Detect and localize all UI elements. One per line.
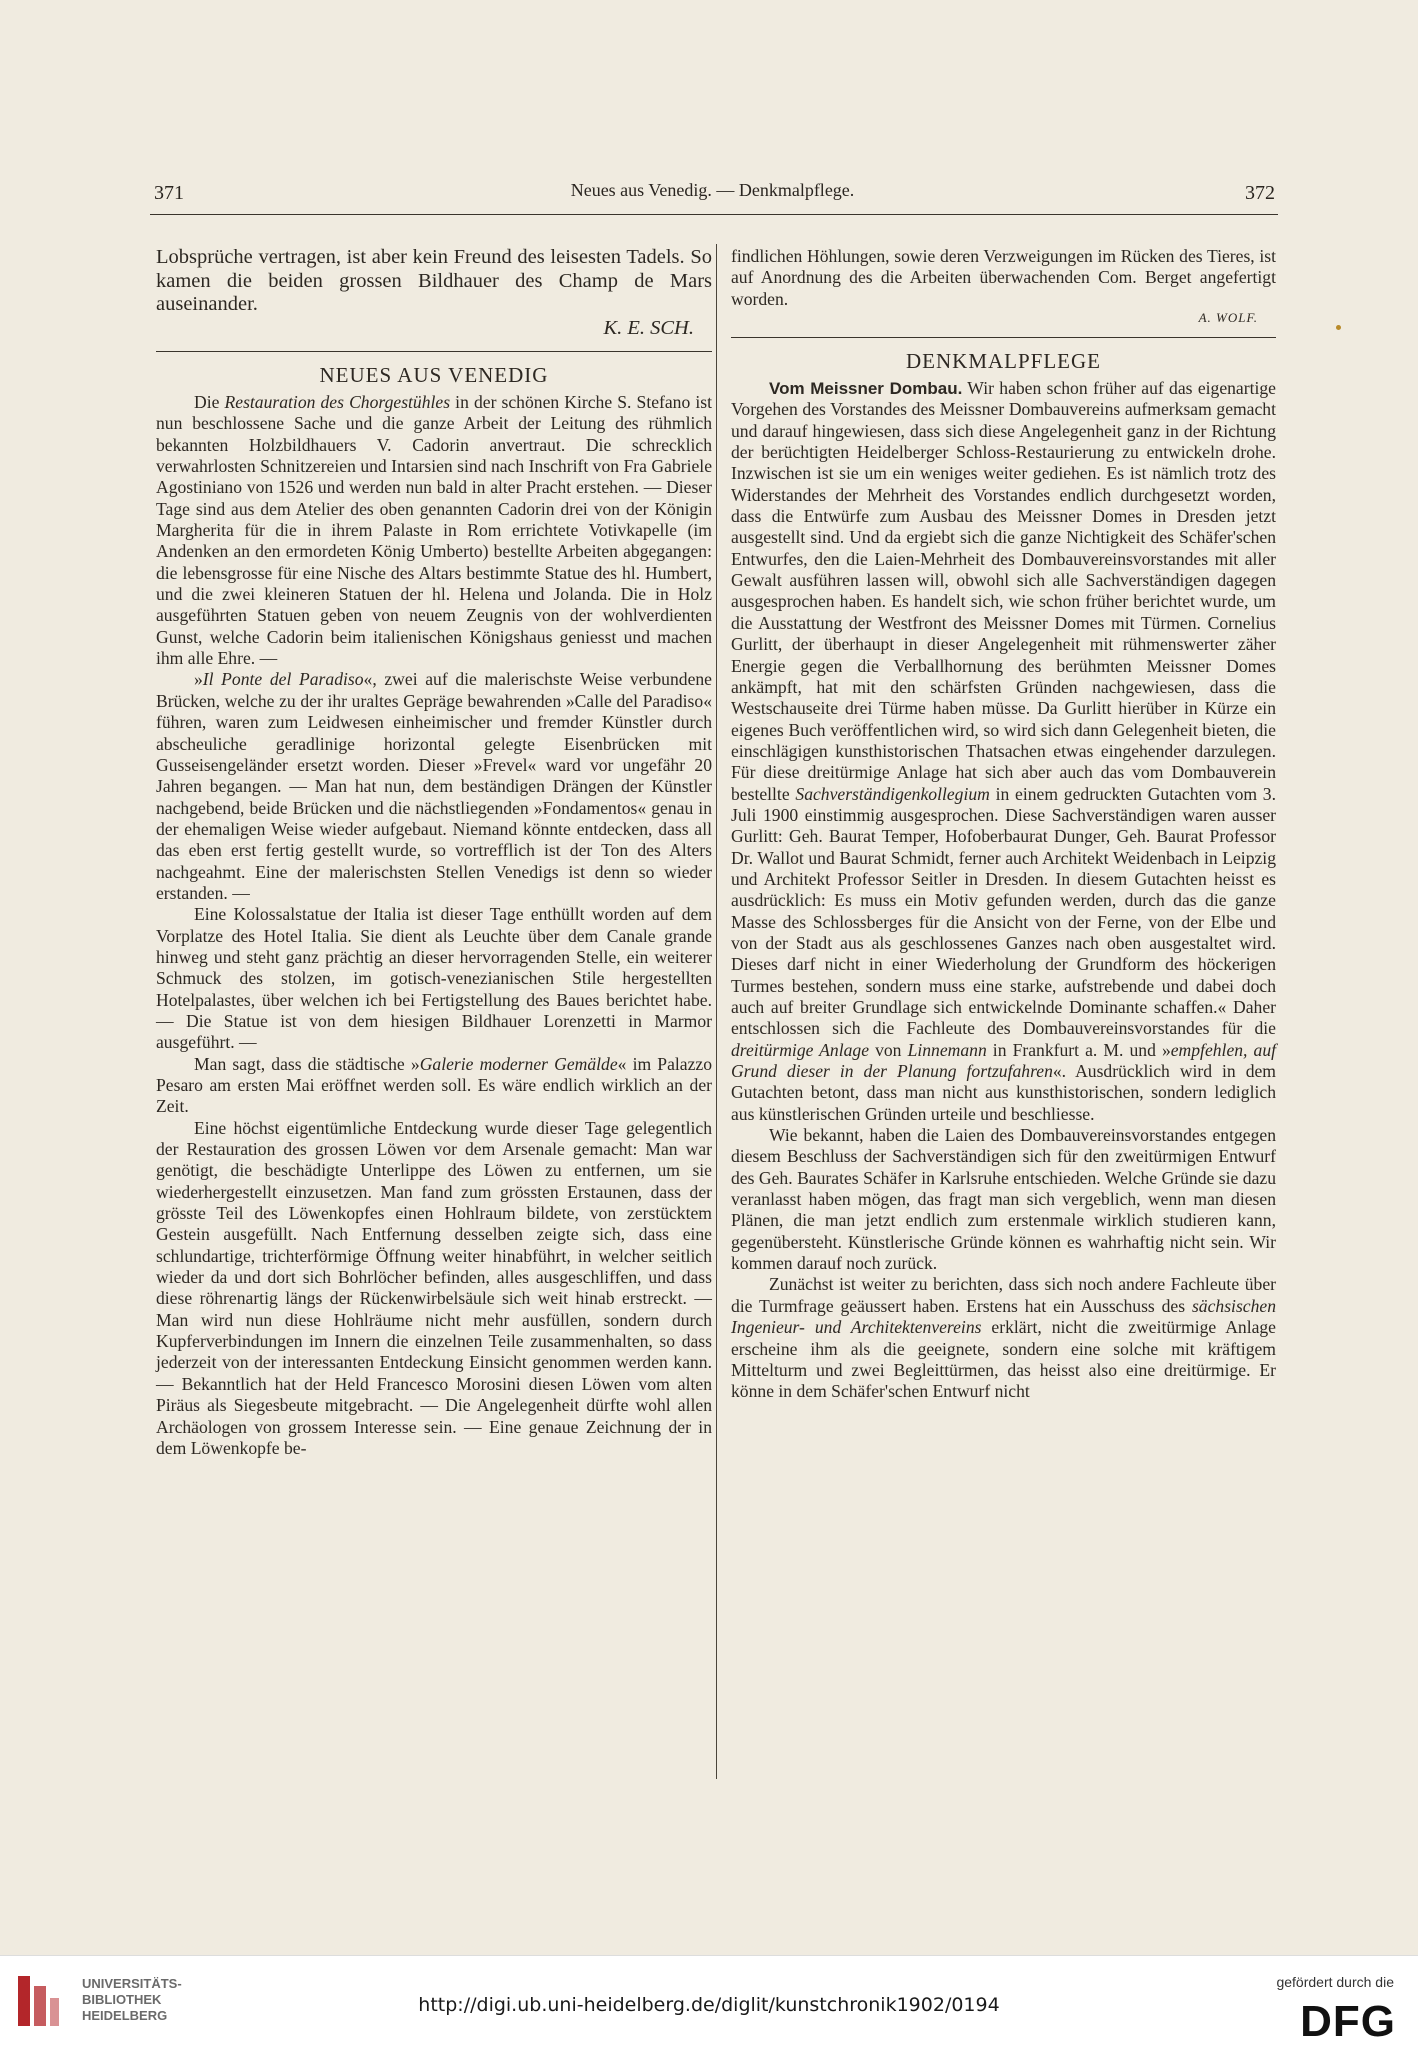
section-rule-right bbox=[731, 337, 1276, 338]
left-column bbox=[156, 246, 712, 1459]
right-lead-paragraph: findlichen Höhlungen, sowie deren Verzweigungen im Rücken des Tieres, ist auf Anordnung des die Arbeiten überwachenden Com. Berget angefertigt worden. bbox=[731, 246, 1276, 309]
right-column bbox=[731, 246, 1276, 1403]
viewer-footer bbox=[0, 1955, 1418, 2062]
section-rule-left bbox=[156, 351, 712, 352]
paragraph: Wie bekannt, haben die Laien des Dombauvereinsvorstandes entgegen diesem Beschluss der Sachverständigen sich für den zweitürmigen Entwurf des Geh. Baurates Schäfer in Karlsruhe entschieden. Welche Gründe sie dazu veranlasst haben mögen, das fragt man sich vergeblich, wenn man diesen Plänen, die man jetzt endlich zum erstenmale wirklich studieren kann, gegenübersteht. Künstlerische Gründe können es wahrhaftig nicht sein. Wir kommen darauf noch zurück. bbox=[731, 1125, 1276, 1274]
page-number-left: 371 bbox=[154, 182, 184, 204]
running-title: Neues aus Venedig. — Denkmalpflege. bbox=[570, 180, 855, 200]
margin-mark bbox=[1336, 325, 1341, 330]
library-name: UNIVERSITÄTS- BIBLIOTHEK HEIDELBERG bbox=[82, 1976, 182, 2023]
left-lead-paragraph: Lobsprüche vertragen, ist aber kein Freund des leisesten Tadels. So kamen die beiden grossen Bildhauer des Champ de Mars auseinander. bbox=[156, 246, 712, 315]
paragraph: »Il Ponte del Paradiso«, zwei auf die malerischste Weise verbundene Brücken, welche zu der ihr uraltes Gepräge bewahrenden »Calle del Paradiso« führen, waren zum Leidwesen einheimischer und fremder Künstler durch abscheuliche geradlinige horizontal gelegte Eisenbrücken mit Gusseisengeländer ersetzt worden. Dieser »Frevel« ward vor ungefähr 20 Jahren begangen. — Man hat nun, dem beständigen Drängen der Künstler nachgebend, beide Brücken und die nächstliegenden »Fondamentos« genau in der ehemaligen Weise wieder aufgebaut. Niemand könnte entdecken, dass all das eben erst fertig gestellt wurde, so vortrefflich ist der Ton des Alters nachgeahmt. Eine der malerischsten Stellen Venedigs ist denn so wieder erstanden. — bbox=[156, 669, 712, 903]
left-lead-signature: K. E. SCH. bbox=[603, 316, 694, 339]
section-heading-venedig: NEUES AUS VENEDIG bbox=[319, 363, 549, 387]
paragraph: Vom Meissner Dombau. Wir haben schon früher auf das eigenartige Vorgehen des Vorstandes des Meissner Dombauvereins aufmerksam gemacht und darauf hingewiesen, dass sich diese Angelegenheit ganz in der Richtung der berüchtigten Heidelberger Schloss-Restaurierung zu entwickeln drohe. Inzwischen ist sie um ein weniges weiter gediehen. Es ist nämlich trotz des Widerstandes der Mehrheit des Vorstandes endlich durchgesetzt worden, dass die Entwürfe zum Ausbau des Meissner Domes in Dresden jetzt ausgestellt sind. Und da ergiebt sich die ganze Nichtigkeit des Schäfer'schen Entwurfes, den die Laien-Mehrheit des Dombauvereinsvorstandes mit aller Gewalt ausführen lassen will, obwohl sich alle Sachverständigen dagegen ausgesprochen haben. Es handelt sich, wie schon früher berichtet wurde, um die Ausstattung der Westfront des Meissner Domes mit Türmen. Cornelius Gurlitt, der überhaupt in dieser Angelegenheit mit rühmenswerter zäher Energie gegen die Verballhornung des berühmten Meissner Domes ankämpft, hat mit den schärfsten Gründen nachgewiesen, dass die Westschauseite drei Türme haben müsse. Da Gurlitt hierüber in Kürze ein eigenes Buch veröffentlichen wird, so wird sich dann Gelegenheit bieten, die einschlägigen kunsthistorischen Thatsachen etwas eingehender darzulegen. Für diese dreitürmige Anlage hat sich aber auch das vom Dombauverein bestellte Sachverständigenkollegium in einem gedruckten Gutachten vom 3. Juli 1900 einstimmig ausgesprochen. Diese Sachverständigen waren ausser Gurlitt: Geh. Baurat Temper, Hofoberbaurat Dunger, Geh. Baurat Professor Dr. Wallot und Baurat Schmidt, ferner auch Architekt Weidenbach in Leipzig und Architekt Professor Seitler in Dresden. In diesem Gutachten heisst es ausdrücklich: Es muss ein Motiv gefunden werden, durch das die ganze Masse des Schlossberges für die Ansicht von der Ferne, von der Elbe und von der Stadt aus als geschlossenes Ganzes nach oben ausgestaltet wird. Dieses darf nicht in einer Wiederholung der Grundform des höckerigen Turmes bestehen, sondern muss eine starke, aufstrebende und dabei doch auch auf breiter Grundlage sich entwickelnde Dominante schaffen.« Daher entschlossen sich die Fachleute des Dombauvereinsvorstandes für die dreitürmige Anlage von Linnemann in Frankfurt a. M. und »empfehlen, auf Grund dieser in der Planung fortzufahren«. Ausdrücklich wird in dem Gutachten betont, dass man nicht aus kunsthistorischen, sondern lediglich aus künstlerischen Gründen urteile und beschliesse. bbox=[731, 378, 1277, 1124]
section-heading-denkmalpflege: DENKMALPFLEGE bbox=[906, 349, 1101, 374]
page-number-right: 372 bbox=[1245, 182, 1275, 204]
dfg-logo: DFG bbox=[1300, 1997, 1396, 2046]
running-header bbox=[150, 180, 1275, 212]
column-divider bbox=[716, 244, 717, 1779]
paragraph: Man sagt, dass die städtische »Galerie moderner Gemälde« im Palazzo Pesaro am ersten Mai eröffnet werden soll. Es wäre endlich wirklich an der Zeit. bbox=[156, 1053, 713, 1117]
paragraph: Eine Kolossalstatue der Italia ist dieser Tage enthüllt worden auf dem Vorplatze des Hotel Italia. Sie dient als Leuchte über dem Canale grande hinweg und steht ganz prächtig an dieser hervorragenden Stelle, ein weiterer Schmuck des stolzen, im gotisch-venezianischen Stile hergestellten Hotelpalastes, über welchen ich bei Fertigstellung des Baues berichtet habe. — Die Statue ist von dem hiesigen Bildhauer Lorenzetti in Marmor ausgeführt. — bbox=[156, 904, 712, 1053]
paragraph: Eine höchst eigentümliche Entdeckung wurde dieser Tage gelegentlich der Restauration des grossen Löwen vor dem Arsenale gemacht: Man war genötigt, die beschädigte Unterlippe des Löwen zu entfernen, um sie wiederhergestellt einzusetzen. Man fand zum grössten Erstaunen, dass der grösste Teil des Löwenkopfes einen Hohlraum bildete, von zerstücktem Gestein ausgefüllt. Nach Entfernung desselben zeigte sich, dass eine schlundartige, trichterförmige Öffnung weiter hinabführt, in welcher seitlich wieder da und dort sich Bohrlöcher befinden, alles ausgeschliffen, und dass diese röhrenartig längs der Rückenwirbelsäule sich weit hinab erstreckt. — Man wird nun diese Hohlräume nicht mehr ausfüllen, sondern durch Kupferverbindungen im Innern die einzelnen Teile zusammenhalten, so dass jederzeit von der interessanten Entdeckung Einsicht genommen werden kann. — Bekanntlich hat der Held Francesco Morosini diesen Löwen vom alten Piräus als Siegesbeute mitgebracht. — Die Angelegenheit dürfte wohl allen Archäologen von grossem Interesse sein. — Eine genaue Zeichnung der in dem Löwenkopfe be- bbox=[156, 1117, 712, 1458]
permalink-url[interactable]: http://digi.ub.uni-heidelberg.de/diglit/kunstchronik1902/0194 bbox=[418, 1994, 1000, 2016]
right-lead-signature: A. WOLF. bbox=[1198, 310, 1258, 326]
paragraph: Zunächst ist weiter zu berichten, dass sich noch andere Fachleute über die Turmfrage geäussert haben. Erstens hat ein Ausschuss des sächsischen Ingenieur- und Architektenvereins erklärt, nicht die zweitürmige Anlage erscheine ihm als die geeignete, sondern eine solche mit kräftigem Mittelturm und zwei Begleittürmen, das heisst also eine dreitürmige. Er könne in dem Schäfer'schen Entwurf nicht bbox=[731, 1274, 1276, 1402]
header-rule bbox=[150, 214, 1278, 215]
funding-note: gefördert durch die bbox=[1276, 1974, 1394, 1990]
paragraph: Die Restauration des Chorgestühles in der schönen Kirche S. Stefano ist nun beschlossene Sache und die ganze Arbeit der Leitung des rühmlich bekannten Holzbildhauers V. Cadorin anvertraut. Die schrecklich verwahrlosten Schnitzereien und Intarsien sind nach Inschrift von Fra Gabriele Agostiniano von 1526 und werden nun bald in alter Pracht erstehen. — Dieser Tage sind aus dem Atelier des oben genannten Cadorin drei von der Königin Margherita für die in ihrem Palaste in Rom errichtete Votivkapelle (im Andenken an den ermordeten König Umberto) bestellte Arbeiten abgegangen: die lebensgrosse für eine Nische des Altars bestimmte Statue des hl. Humbert, und die zwei kleineren Statuen der hl. Helena und Jolanda. Die in Holz ausgeführten Statuen geben von neuem Zeugnis von der wohlverdienten Gunst, welche Cadorin beim italienischen Königshaus geniesst und machen ihm alle Ehre. — bbox=[156, 392, 712, 669]
